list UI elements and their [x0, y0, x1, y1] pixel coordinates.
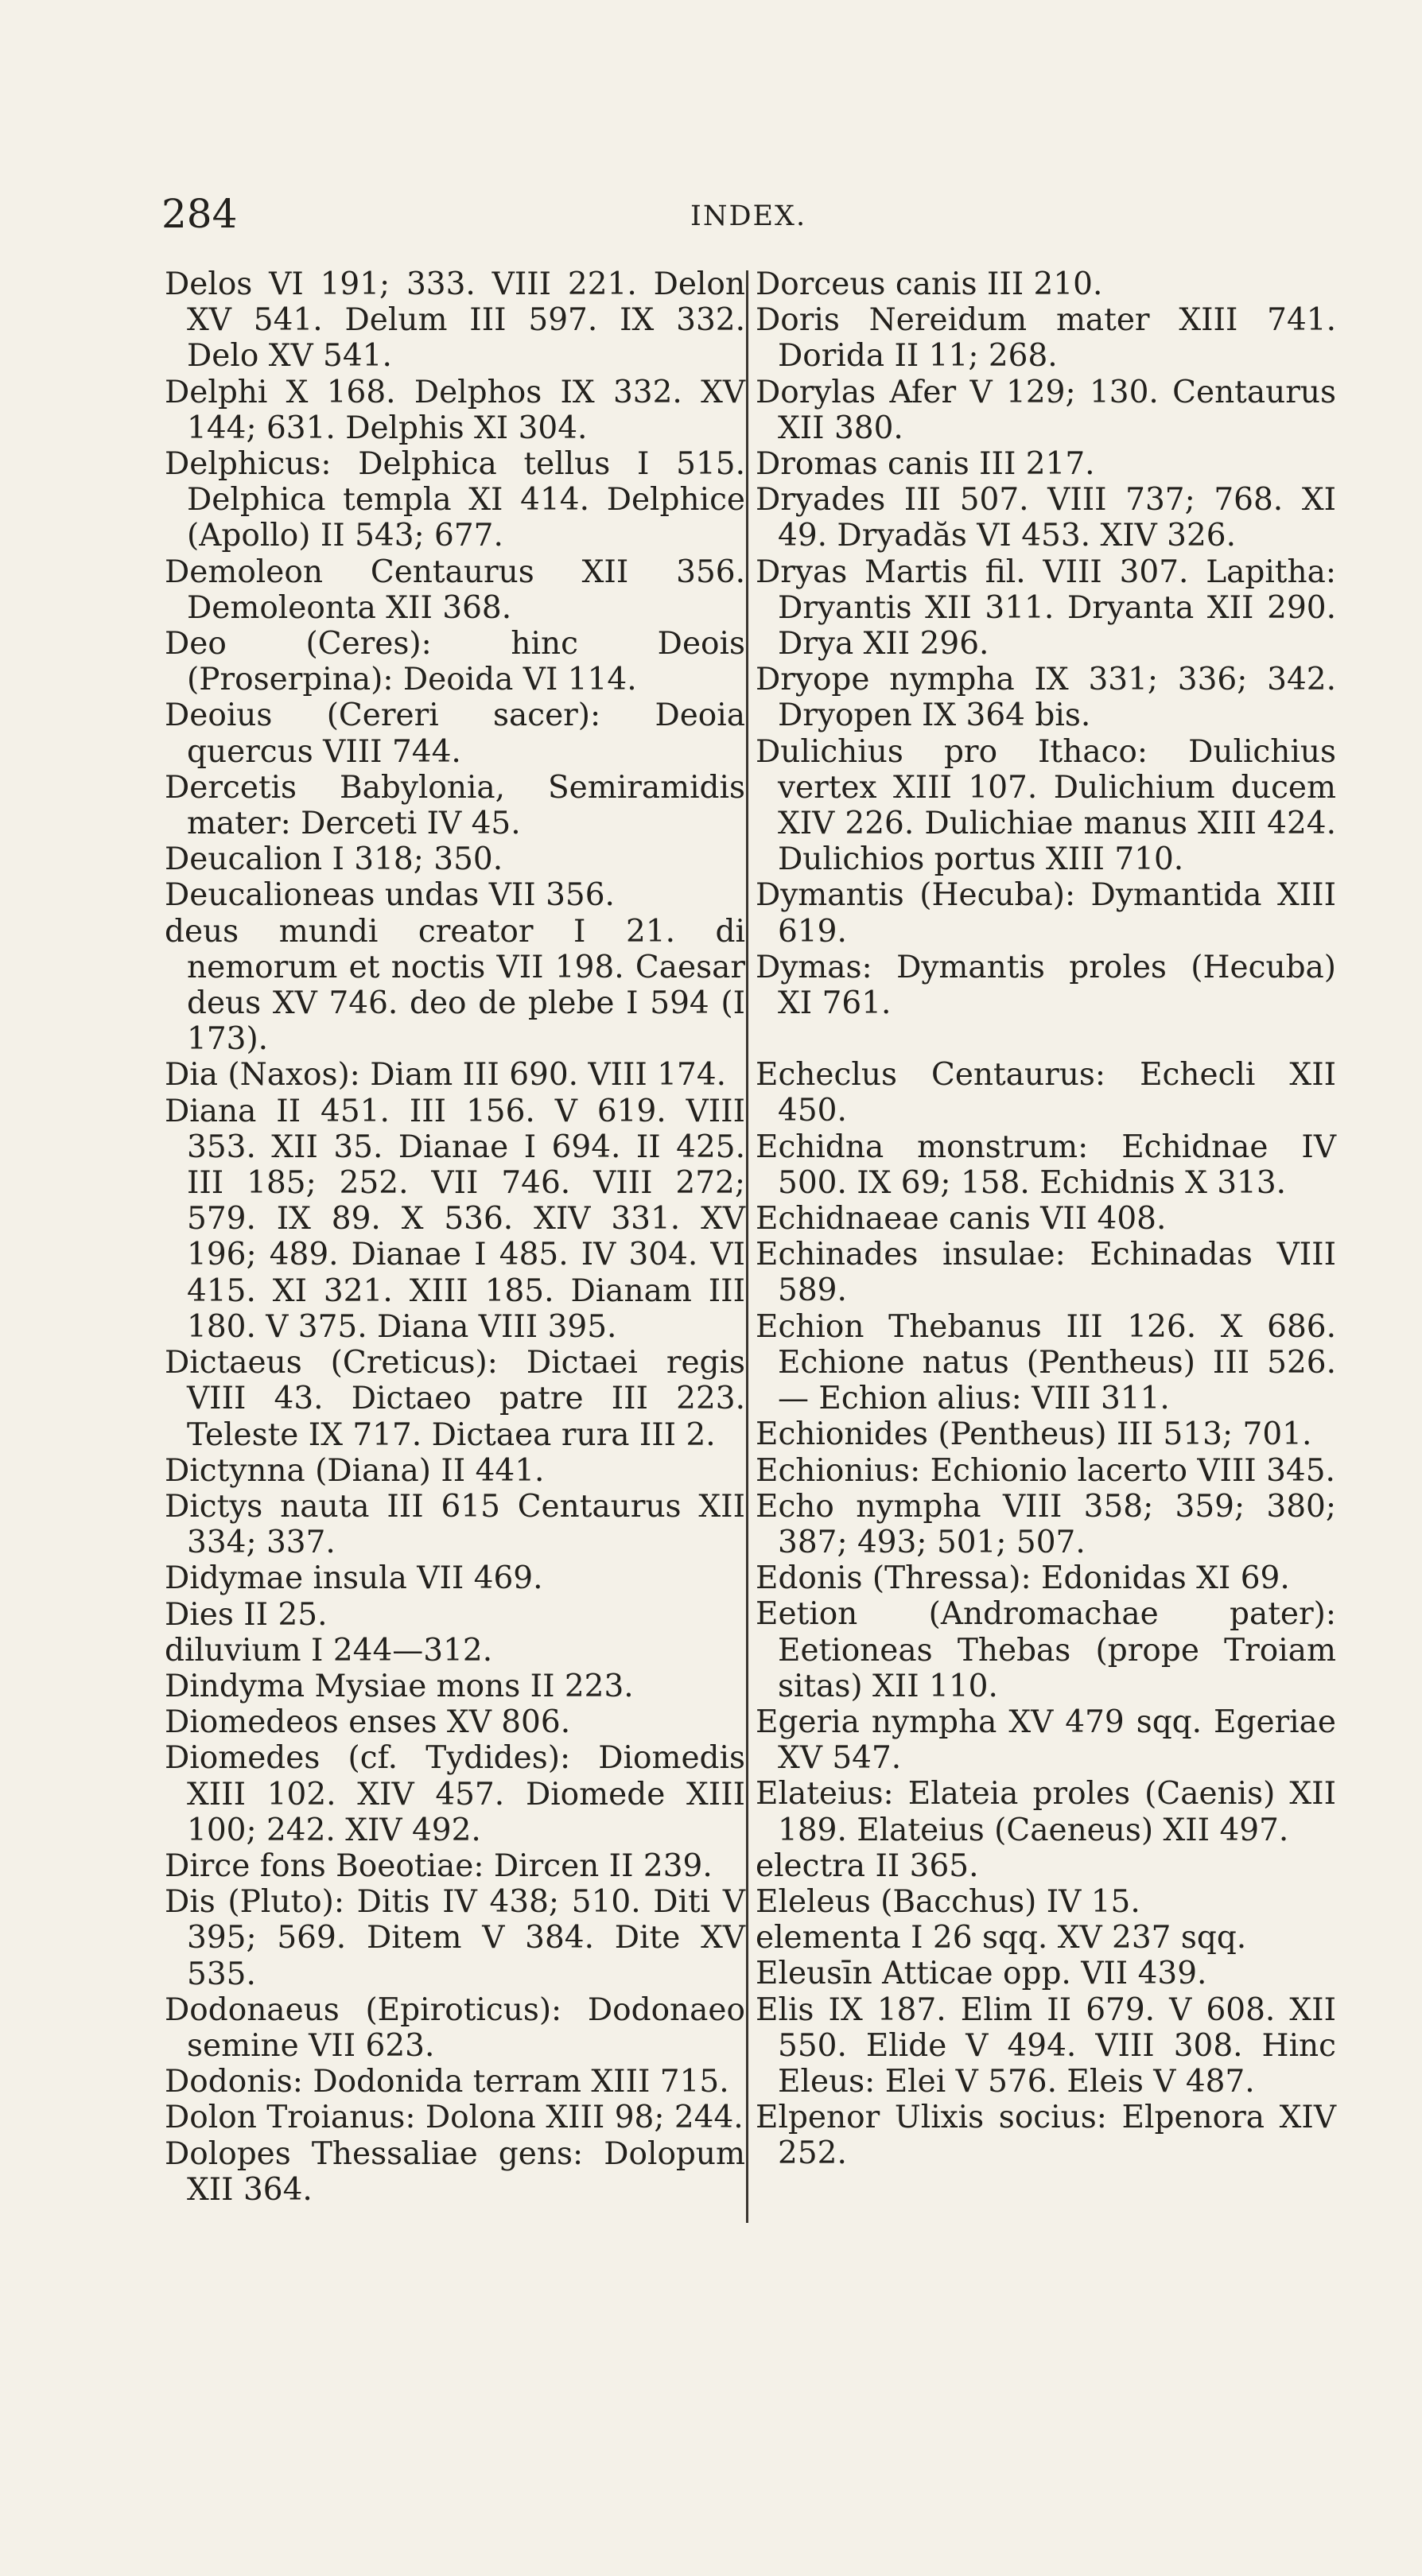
index-entry: Elpenor Ulixis socius: Elpenora XIV 252. — [756, 2100, 1336, 2172]
index-entry: Dictaeus (Creticus): Dictaei regis VIII 43. Dictaeo patre III 223. Teleste IX 717. Dictaea rura III 2. — [165, 1345, 745, 1453]
index-entry: Demoleon Centaurus XII 356. Demoleonta XII 368. — [165, 554, 745, 626]
index-entry: Edonis (Thressa): Edonidas XI 69. — [756, 1560, 1290, 1597]
index-entry: Dryope nympha IX 331; 336; 342. Dryopen IX 364 bis. — [756, 662, 1336, 734]
index-entry: Dulichius pro Ithaco: Dulichius vertex XIII 107. Dulichium ducem XIV 226. Dulichiae manus XIII 424. Dulichios portus XIII 710. — [756, 733, 1336, 878]
index-entry: elementa I 26 sqq. XV 237 sqq. — [756, 1920, 1247, 1956]
running-head: INDEX. — [690, 200, 807, 232]
index-entry: Eleleus (Bacchus) IV 15. — [756, 1883, 1140, 1920]
column-divider — [746, 270, 748, 2223]
index-entry: Dromas canis III 217. — [756, 446, 1095, 483]
index-entry: Echeclus Centaurus: Echecli XII 450. — [756, 1057, 1336, 1129]
index-entry: deus mundi creator I 21. di nemorum et noctis VII 198. Caesar deus XV 746. deo de plebe I 594 (I 173). — [165, 913, 745, 1058]
index-entry: Dorylas Afer V 129; 130. Centaurus XII 380. — [756, 374, 1336, 446]
index-entry: Dies II 25. — [165, 1596, 328, 1633]
index-entry: Deucalioneas undas VII 356. — [165, 877, 615, 914]
index-entry: electra II 365. — [756, 1847, 979, 1884]
index-entry: Delos VI 191; 333. VIII 221. Delon XV 541. Delum III 597. IX 332. Delo XV 541. — [165, 266, 745, 375]
index-entry: Doris Nereidum mater XIII 741. Dorida II 11; 268. — [756, 302, 1336, 375]
index-column-right — [756, 266, 1336, 2172]
index-entry: Deoius (Cereri sacer): Deoia quercus VIII 744. — [165, 697, 745, 770]
index-entry: Echinades insulae: Echinadas VIII 589. — [756, 1237, 1336, 1309]
section-gap — [756, 1021, 1336, 1057]
index-entry: Echion Thebanus III 126. X 686. Echione natus (Pentheus) III 526. — Echion alius: VIII 311. — [756, 1308, 1336, 1417]
index-entry: Egeria nympha XV 479 sqq. Egeriae XV 547. — [756, 1704, 1336, 1777]
index-entry: Echidna monstrum: Echidnae IV 500. IX 69; 158. Echidnis X 313. — [756, 1129, 1336, 1201]
index-entry: Eetion (Andromachae pater): Eetioneas Thebas (prope Troiam sitas) XII 110. — [756, 1596, 1336, 1704]
index-entry: Diana II 451. III 156. V 619. VIII 353. XII 35. Dianae I 694. II 425. III 185; 252. VII 746. VIII 272; 579. IX 89. X 536. XIV 331. XV 196; 489. Dianae I 485. IV 304. VI 415. XI 321. XIII 185. Dianam III 180. V 375. Diana VIII 395. — [165, 1093, 745, 1345]
index-entry: Delphicus: Delphica tellus I 515. Delphica templa XI 414. Delphice (Apollo) II 543; 677. — [165, 446, 745, 554]
index-entry: Dolopes Thessaliae gens: Dolopum XII 364. — [165, 2135, 745, 2208]
index-entry: Elis IX 187. Elim II 679. V 608. XII 550. Elide V 494. VIII 308. Hinc Eleus: Elei V 576. Eleis V 487. — [756, 1991, 1336, 2100]
index-entry: Diomedeos enses XV 806. — [165, 1704, 571, 1741]
index-entry: Dia (Naxos): Diam III 690. VIII 174. — [165, 1057, 727, 1094]
page-number: 284 — [161, 191, 238, 237]
index-entry: Dolon Troianus: Dolona XIII 98; 244. — [165, 2100, 744, 2136]
index-entry: Deucalion I 318; 350. — [165, 841, 503, 878]
index-entry: Dryades III 507. VIII 737; 768. XI 49. Dryadăs VI 453. XIV 326. — [756, 482, 1336, 554]
index-entry: Delphi X 168. Delphos IX 332. XV 144; 631. Delphis XI 304. — [165, 374, 745, 446]
index-entry: Eleusīn Atticae opp. VII 439. — [756, 1956, 1207, 1992]
index-entry: Deo (Ceres): hinc Deois (Proserpina): Deoida VI 114. — [165, 626, 745, 698]
index-entry: Dodonis: Dodonida terram XIII 715. — [165, 2064, 729, 2100]
index-entry: Dis (Pluto): Ditis IV 438; 510. Diti V 395; 569. Ditem V 384. Dite XV 535. — [165, 1884, 745, 1992]
index-entry: Dorceus canis III 210. — [756, 266, 1103, 302]
index-entry: Dirce fons Boeotiae: Dircen II 239. — [165, 1847, 713, 1884]
index-column-left — [165, 266, 745, 2208]
index-entry: Echionides (Pentheus) III 513; 701. — [756, 1416, 1312, 1453]
index-entry: Dymas: Dymantis proles (Hecuba) XI 761. — [756, 949, 1336, 1022]
index-entry: Dindyma Mysiae mons II 223. — [165, 1668, 634, 1704]
index-entry: Echionius: Echionio lacerto VIII 345. — [756, 1452, 1335, 1489]
index-entry: Dictynna (Diana) II 441. — [165, 1452, 545, 1489]
index-entry: Diomedes (cf. Tydides): Diomedis XIII 102. XIV 457. Diomede XIII 100; 242. XIV 492. — [165, 1740, 745, 1848]
index-entry: Dymantis (Hecuba): Dymantida XIII 619. — [756, 877, 1336, 950]
index-entry: Didymae insula VII 469. — [165, 1560, 543, 1597]
index-entry: Dodonaeus (Epiroticus): Dodonaeo semine VII 623. — [165, 1991, 745, 2064]
index-entry: Dercetis Babylonia, Semiramidis mater: Derceti IV 45. — [165, 769, 745, 842]
index-entry: Echo nympha VIII 358; 359; 380; 387; 493; 501; 507. — [756, 1488, 1336, 1560]
index-entry: Dictys nauta III 615 Centaurus XII 334; 337. — [165, 1488, 745, 1561]
index-entry: diluvium I 244—312. — [165, 1632, 493, 1669]
index-entry: Elateius: Elateia proles (Caenis) XII 189. Elateius (Caeneus) XII 497. — [756, 1776, 1336, 1848]
index-entry: Dryas Martis fil. VIII 307. Lapitha: Dryantis XII 311. Dryanta XII 290. Drya XII 296. — [756, 554, 1336, 662]
index-entry: Echidnaeae canis VII 408. — [756, 1201, 1167, 1237]
